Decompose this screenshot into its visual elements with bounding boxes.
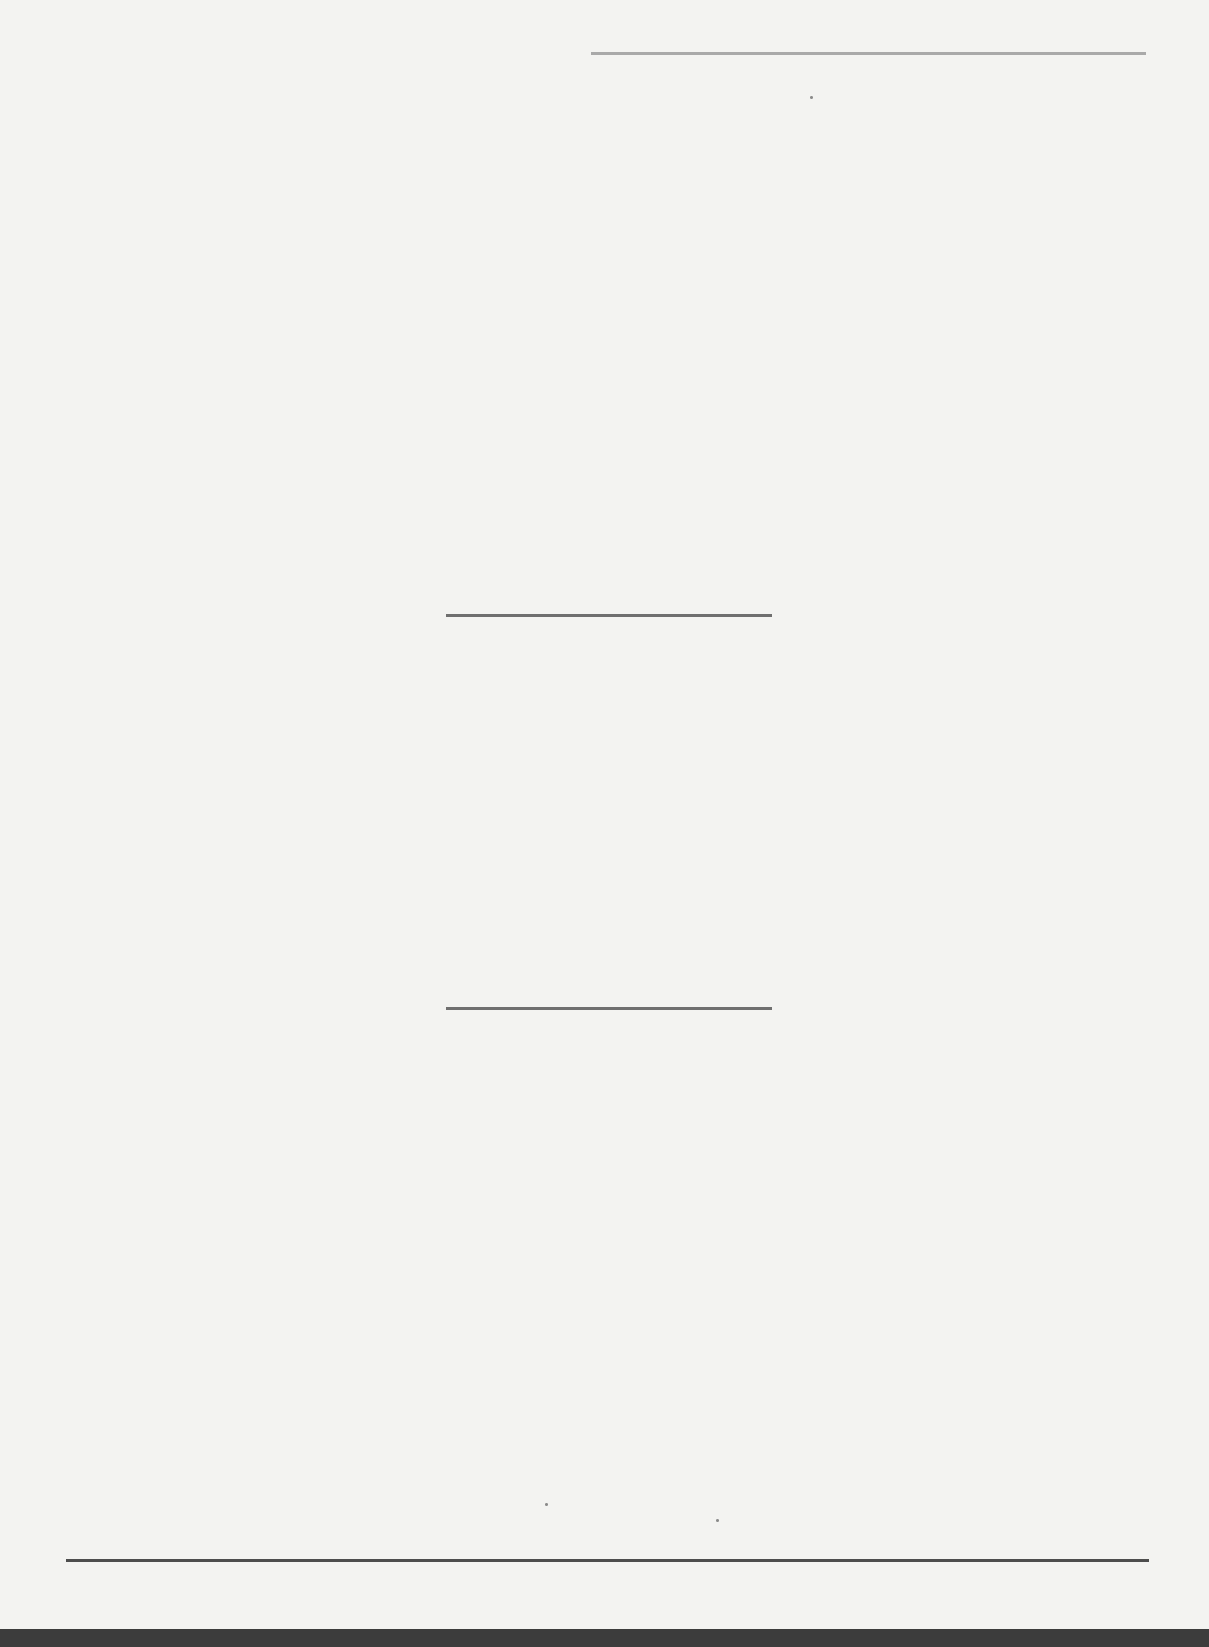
text-column-1	[66, 150, 403, 1505]
header-rule	[591, 52, 1146, 55]
text-column-2	[449, 150, 786, 600]
scan-edge-band	[0, 1629, 1209, 1647]
text-column-2-lower	[449, 1005, 786, 1505]
footer-rule	[66, 1559, 1149, 1562]
scan-speck	[545, 1503, 548, 1506]
pull-quote-top-rule	[446, 614, 772, 617]
pull-quote-bottom-rule	[446, 1007, 772, 1010]
text-column-3	[820, 150, 1157, 1505]
text-column-2-upper	[449, 150, 786, 600]
scan-speck	[810, 96, 813, 99]
pull-quote	[446, 614, 772, 1010]
scan-speck	[716, 1519, 719, 1522]
